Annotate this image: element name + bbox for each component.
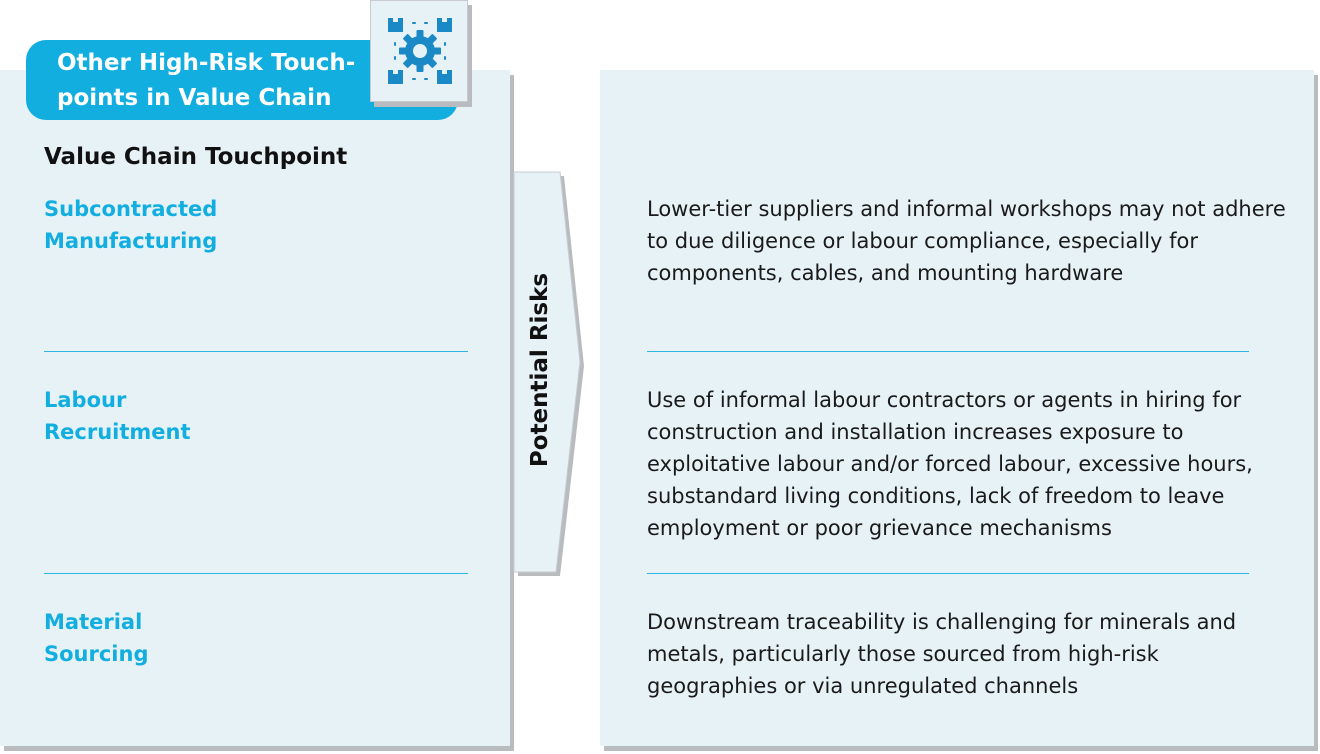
section-title-line-1: Other High-Risk Touch- (57, 50, 356, 76)
touchpoint-label-line-2: Recruitment (44, 420, 191, 444)
row-divider-left (44, 573, 468, 574)
touchpoint-label-line-2: Sourcing (44, 642, 149, 666)
row-divider-right (647, 351, 1249, 352)
row-divider-right (647, 573, 1249, 574)
risk-description-labour-recruitment: Use of informal labour contractors or agents in hiring for construction and installation increases exposure to exploitative labour and/or forced labour, excessive hours, substandard living conditions, lack of freedom to leave employment or poor grievance mechanisms (647, 388, 1253, 540)
touchpoint-label-line-1: Subcontracted (44, 197, 218, 221)
touchpoint-material-sourcing (44, 606, 149, 670)
row-divider-left (44, 351, 468, 352)
section-title-line-2: points in Value Chain (57, 85, 332, 111)
risk-description-subcontracted-manufacturing: Lower-tier suppliers and informal workshops may not adhere to due diligence or labour compliance, especially for components, cables, and mounting hardware (647, 197, 1286, 285)
touchpoint-label-line-1: Labour (44, 388, 127, 412)
touchpoint-label-line-1: Material (44, 610, 143, 634)
gear-network-icon (384, 15, 456, 87)
touchpoint-label-line-2: Manufacturing (44, 229, 218, 253)
potential-risks-label: Potential Risks (527, 272, 553, 468)
touchpoint-column-heading: Value Chain Touchpoint (44, 144, 348, 170)
touchpoint-subcontracted-manufacturing (44, 193, 217, 257)
icon-tile (370, 0, 468, 102)
touchpoint-labour-recruitment (44, 384, 191, 448)
risk-description-material-sourcing: Downstream traceability is challenging for minerals and metals, particularly those sourced from high-risk geographies or via unregulated channels (647, 610, 1237, 698)
